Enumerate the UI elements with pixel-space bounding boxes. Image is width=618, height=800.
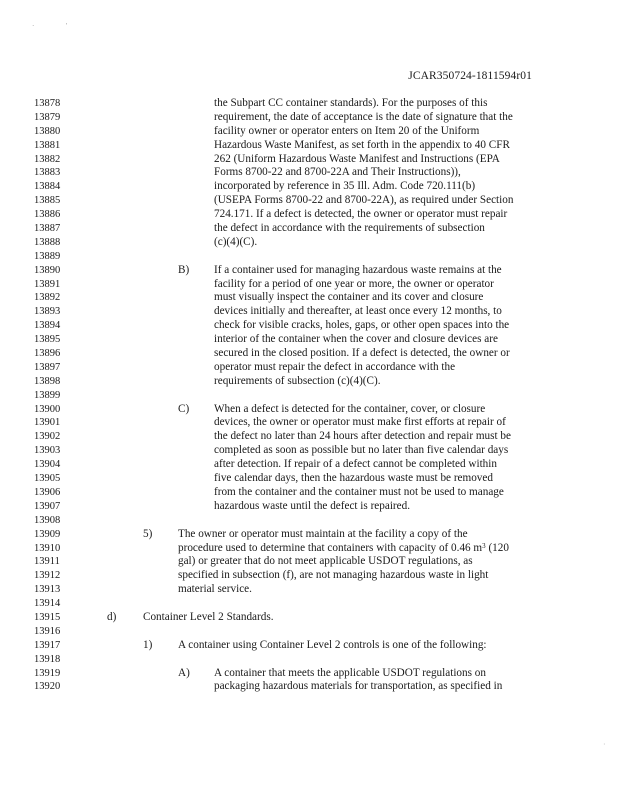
line-text-continued: (120 (485, 541, 509, 554)
line-text (178, 528, 468, 542)
line-text (214, 291, 483, 305)
line-number: 13887 (34, 223, 61, 235)
line-text-main: (USEPA Forms 8700-22 and 8700-22A), as required under Section (214, 194, 514, 207)
document-line (0, 639, 618, 653)
line-text-main: operator must repair the defect in accordance with the (214, 360, 456, 373)
line-text-main: (c)(4)(C). (214, 235, 258, 248)
line-text-main: devices initially and thereafter, at least once every 12 months, to (214, 305, 502, 318)
line-text (214, 472, 493, 486)
line-text (214, 305, 502, 319)
line-text-main: interior of the container when the cover and closure devices are (214, 333, 498, 346)
subsection-label: B) (178, 263, 190, 276)
scan-speck: · (32, 22, 35, 30)
line-number: 13900 (34, 403, 61, 415)
document-line (0, 555, 618, 569)
subsection-label: 5) (143, 527, 153, 540)
line-text (214, 166, 461, 180)
line-number: 13879 (34, 111, 61, 123)
line-text (178, 555, 473, 569)
subsection-label: A) (178, 666, 190, 679)
line-text (214, 680, 502, 694)
line-text (214, 667, 486, 681)
line-text-main: devices, the owner or operator must make first efforts at repair of (214, 416, 506, 429)
line-text-main: gal) or greater that do not meet applicable USDOT regulations, as (178, 555, 473, 568)
line-text-main: The owner or operator must maintain at the facility a copy of the (178, 527, 468, 540)
document-line (0, 347, 618, 361)
line-text-main: hazardous waste until the defect is repaired. (214, 499, 411, 512)
document-line (0, 667, 618, 681)
line-number: 13915 (34, 611, 61, 623)
line-text (214, 347, 510, 361)
document-line (0, 472, 618, 486)
line-text (214, 319, 509, 333)
line-text-main: incorporated by reference in 35 Ill. Adm. Code 720.111(b) (214, 180, 476, 193)
line-text-main: facility owner or operator enters on Item 20 of the Uniform (214, 124, 480, 137)
line-text (214, 139, 510, 153)
scan-speck: · (603, 740, 606, 749)
document-line (0, 458, 618, 472)
line-number: 13910 (34, 542, 61, 554)
line-number: 13897 (34, 361, 61, 373)
line-text-main: the defect no later than 24 hours after detection and repair must be (214, 430, 511, 443)
scan-speck: ' (66, 22, 68, 30)
document-line (0, 278, 618, 292)
document-body (0, 97, 618, 694)
document-line (0, 139, 618, 153)
line-number: 13905 (34, 473, 61, 485)
line-text (214, 333, 498, 347)
line-number: 13891 (34, 278, 61, 290)
line-text (214, 111, 513, 125)
line-text-main: secured in the closed position. If a defect is detected, the owner or (214, 347, 510, 360)
line-number: 13892 (34, 292, 61, 304)
document-line (0, 180, 618, 194)
line-number: 13884 (34, 181, 61, 193)
line-text-main: the defect in accordance with the requirements of subsection (214, 222, 485, 235)
line-number: 13888 (34, 236, 61, 248)
line-text (214, 430, 511, 444)
line-text (214, 278, 494, 292)
line-text-main: specified in subsection (f), are not managing hazardous waste in light (178, 569, 489, 582)
document-line (0, 514, 618, 528)
document-line (0, 569, 618, 583)
document-line (0, 166, 618, 180)
document-line (0, 625, 618, 639)
line-text (214, 222, 485, 236)
line-number: 13907 (34, 500, 61, 512)
document-line (0, 97, 618, 111)
line-number: 13889 (34, 250, 61, 262)
line-number: 13911 (34, 556, 60, 568)
line-text-main: the Subpart CC container standards). For the purposes of this (214, 97, 488, 109)
document-line (0, 222, 618, 236)
line-number: 13899 (34, 389, 61, 401)
document-line (0, 194, 618, 208)
line-number: 13894 (34, 320, 61, 332)
document-line (0, 653, 618, 667)
line-number: 13886 (34, 209, 61, 221)
document-line (0, 208, 618, 222)
line-number: 13920 (34, 681, 61, 693)
line-number: 13904 (34, 459, 61, 471)
line-text (178, 569, 488, 583)
line-text-main: Container Level 2 Standards. (143, 610, 274, 623)
line-number: 13908 (34, 514, 61, 526)
document-line (0, 111, 618, 125)
line-text (214, 208, 507, 222)
line-number: 13913 (34, 584, 61, 596)
line-text (214, 375, 381, 389)
document-line (0, 291, 618, 305)
line-text-main: Hazardous Waste Manifest, as set forth in the appendix to 40 CFR (214, 138, 510, 151)
line-number: 13896 (34, 348, 61, 360)
document-line (0, 403, 618, 417)
line-number: 13916 (34, 625, 61, 637)
line-text (178, 639, 487, 653)
line-text (214, 500, 410, 514)
document-line (0, 333, 618, 347)
line-number: 13901 (34, 417, 61, 429)
subsection-label: d) (107, 610, 117, 623)
document-line (0, 250, 618, 264)
line-text-main: procedure used to determine that containers with capacity of 0.46 m (178, 541, 483, 554)
document-line (0, 430, 618, 444)
line-number: 13906 (34, 486, 61, 498)
document-line (0, 416, 618, 430)
document-line (0, 528, 618, 542)
line-number: 13890 (34, 264, 61, 276)
line-text-main: 724.171. If a defect is detected, the owner or operator must repair (214, 208, 508, 221)
line-number: 13918 (34, 653, 61, 665)
document-line (0, 389, 618, 403)
line-text (214, 236, 257, 250)
line-number: 13914 (34, 598, 61, 610)
line-text (214, 97, 487, 111)
line-text (143, 611, 274, 625)
document-line (0, 125, 618, 139)
line-text-main: five calendar days, then the hazardous waste must be removed (214, 472, 493, 485)
document-line (0, 375, 618, 389)
document-line (0, 153, 618, 167)
line-text-main: A container that meets the applicable USDOT regulations on (214, 666, 486, 679)
line-number: 13880 (34, 125, 61, 137)
superscript: 3 (482, 541, 486, 550)
line-text (214, 361, 455, 375)
line-text-main: must visually inspect the container and its cover and closure (214, 291, 484, 304)
document-line (0, 264, 618, 278)
line-text-main: If a container used for managing hazardous waste remains at the (214, 263, 502, 276)
line-text (178, 583, 252, 597)
subsection-label: C) (178, 402, 190, 415)
line-text-main: 262 (Uniform Hazardous Waste Manifest and Instructions (EPA (214, 152, 500, 165)
line-text (214, 180, 475, 194)
line-number: 13893 (34, 306, 61, 318)
line-text-main: check for visible cracks, holes, gaps, or other open spaces into the (214, 319, 510, 332)
line-text-main: after detection. If repair of a defect cannot be completed within (214, 458, 497, 471)
line-number: 13912 (34, 570, 61, 582)
document-line (0, 305, 618, 319)
document-line (0, 611, 618, 625)
line-number: 13878 (34, 98, 61, 109)
line-text-main: packaging hazardous materials for transportation, as specified in (214, 680, 503, 693)
line-text-main: facility for a period of one year or more, the owner or operator (214, 277, 494, 290)
document-line (0, 597, 618, 611)
subsection-label: 1) (143, 638, 153, 651)
document-line (0, 486, 618, 500)
line-number: 13919 (34, 667, 61, 679)
document-line (0, 444, 618, 458)
line-text-main: When a defect is detected for the container, cover, or closure (214, 402, 486, 415)
line-text (214, 403, 485, 417)
line-number: 13883 (34, 167, 61, 179)
line-text (214, 486, 504, 500)
document-line (0, 361, 618, 375)
line-text-main: material service. (178, 583, 252, 596)
line-number: 13903 (34, 445, 61, 457)
line-text-main: Forms 8700-22 and 8700-22A and Their Instructions)), (214, 166, 461, 179)
line-number: 13895 (34, 334, 61, 346)
line-number: 13917 (34, 639, 61, 651)
line-number: 13881 (34, 139, 61, 151)
line-number: 13902 (34, 431, 61, 443)
line-text (214, 444, 508, 458)
line-text-main: from the container and the container must not be used to manage (214, 485, 504, 498)
document-line (0, 236, 618, 250)
line-text (214, 194, 513, 208)
line-number: 13882 (34, 153, 61, 165)
document-line (0, 583, 618, 597)
document-id: JCAR350724-1811594r01 (408, 70, 532, 82)
line-number: 13885 (34, 195, 61, 207)
line-text (178, 542, 509, 556)
line-text (214, 416, 506, 430)
line-text-main: A container using Container Level 2 controls is one of the following: (178, 638, 487, 651)
line-text-main: requirement, the date of acceptance is the date of signature that the (214, 110, 513, 123)
document-line (0, 319, 618, 333)
line-text (214, 153, 500, 167)
line-text (214, 264, 502, 278)
line-number: 13909 (34, 528, 61, 540)
document-line (0, 680, 618, 694)
document-line (0, 542, 618, 556)
line-text-main: completed as soon as possible but no later than five calendar days (214, 444, 509, 457)
document-line (0, 500, 618, 514)
line-text (214, 458, 497, 472)
line-text (214, 125, 479, 139)
line-text-main: requirements of subsection (c)(4)(C). (214, 374, 381, 387)
line-number: 13898 (34, 375, 61, 387)
